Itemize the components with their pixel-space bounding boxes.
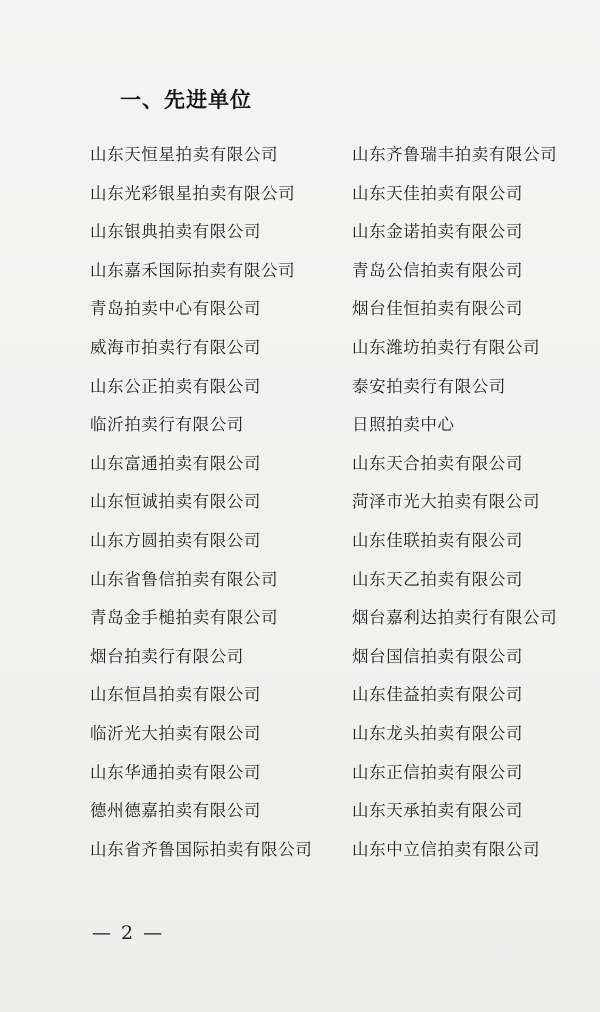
list-item: 山东齐鲁瑞丰拍卖有限公司 bbox=[352, 145, 558, 164]
list-item: 山东正信拍卖有限公司 bbox=[352, 762, 523, 782]
list-item: 临沂拍卖行有限公司 bbox=[90, 415, 244, 435]
list-item: 山东公正拍卖有限公司 bbox=[90, 376, 261, 396]
list-item: 山东嘉禾国际拍卖有限公司 bbox=[90, 260, 296, 280]
list-item: 山东天合拍卖有限公司 bbox=[352, 453, 523, 473]
list-item: 青岛拍卖中心有限公司 bbox=[90, 299, 261, 319]
list-item: 日照拍卖中心 bbox=[352, 415, 455, 435]
list-item: 烟台嘉利达拍卖行有限公司 bbox=[352, 608, 558, 628]
list-item: 山东恒昌拍卖有限公司 bbox=[90, 685, 261, 705]
page-number: — 2 — bbox=[92, 922, 165, 944]
list-item: 山东光彩银星拍卖有限公司 bbox=[90, 183, 296, 203]
list-item: 山东天乙拍卖有限公司 bbox=[352, 569, 523, 589]
list-item: 山东恒诚拍卖有限公司 bbox=[90, 492, 261, 512]
list-item: 德州德嘉拍卖有限公司 bbox=[90, 801, 261, 821]
list-item: 山东天恒星拍卖有限公司 bbox=[90, 145, 279, 164]
list-item: 烟台国信拍卖有限公司 bbox=[352, 646, 523, 666]
list-item: 烟台佳恒拍卖有限公司 bbox=[352, 299, 523, 319]
list-item: 山东省齐鲁国际拍卖有限公司 bbox=[90, 839, 313, 859]
list-item: 威海市拍卖行有限公司 bbox=[90, 337, 261, 357]
list-item: 临沂光大拍卖有限公司 bbox=[90, 723, 261, 743]
list-item: 山东天承拍卖有限公司 bbox=[352, 801, 523, 821]
list-item: 山东佳联拍卖有限公司 bbox=[352, 530, 523, 550]
list-item: 山东潍坊拍卖行有限公司 bbox=[352, 337, 541, 357]
list-item: 青岛金手槌拍卖有限公司 bbox=[90, 608, 279, 628]
list-item: 山东富通拍卖有限公司 bbox=[90, 453, 261, 473]
list-item: 山东银典拍卖有限公司 bbox=[90, 222, 261, 242]
list-item: 山东方圆拍卖有限公司 bbox=[90, 530, 261, 550]
list-item: 青岛公信拍卖有限公司 bbox=[352, 260, 523, 280]
list-item: 泰安拍卖行有限公司 bbox=[352, 376, 506, 396]
section-title: 一、先进单位 bbox=[120, 88, 252, 112]
list-item: 菏泽市光大拍卖有限公司 bbox=[352, 492, 541, 512]
list-item: 山东龙头拍卖有限公司 bbox=[352, 723, 523, 743]
list-item: 山东天佳拍卖有限公司 bbox=[352, 183, 523, 203]
list-item: 山东金诺拍卖有限公司 bbox=[352, 222, 523, 242]
list-item: 山东中立信拍卖有限公司 bbox=[352, 839, 541, 859]
list-item: 山东华通拍卖有限公司 bbox=[90, 762, 261, 782]
list-item: 烟台拍卖行有限公司 bbox=[90, 646, 244, 666]
right-column-list bbox=[352, 136, 557, 869]
left-column-list bbox=[90, 136, 312, 869]
list-item: 山东佳益拍卖有限公司 bbox=[352, 685, 523, 705]
list-item: 山东省鲁信拍卖有限公司 bbox=[90, 569, 279, 589]
